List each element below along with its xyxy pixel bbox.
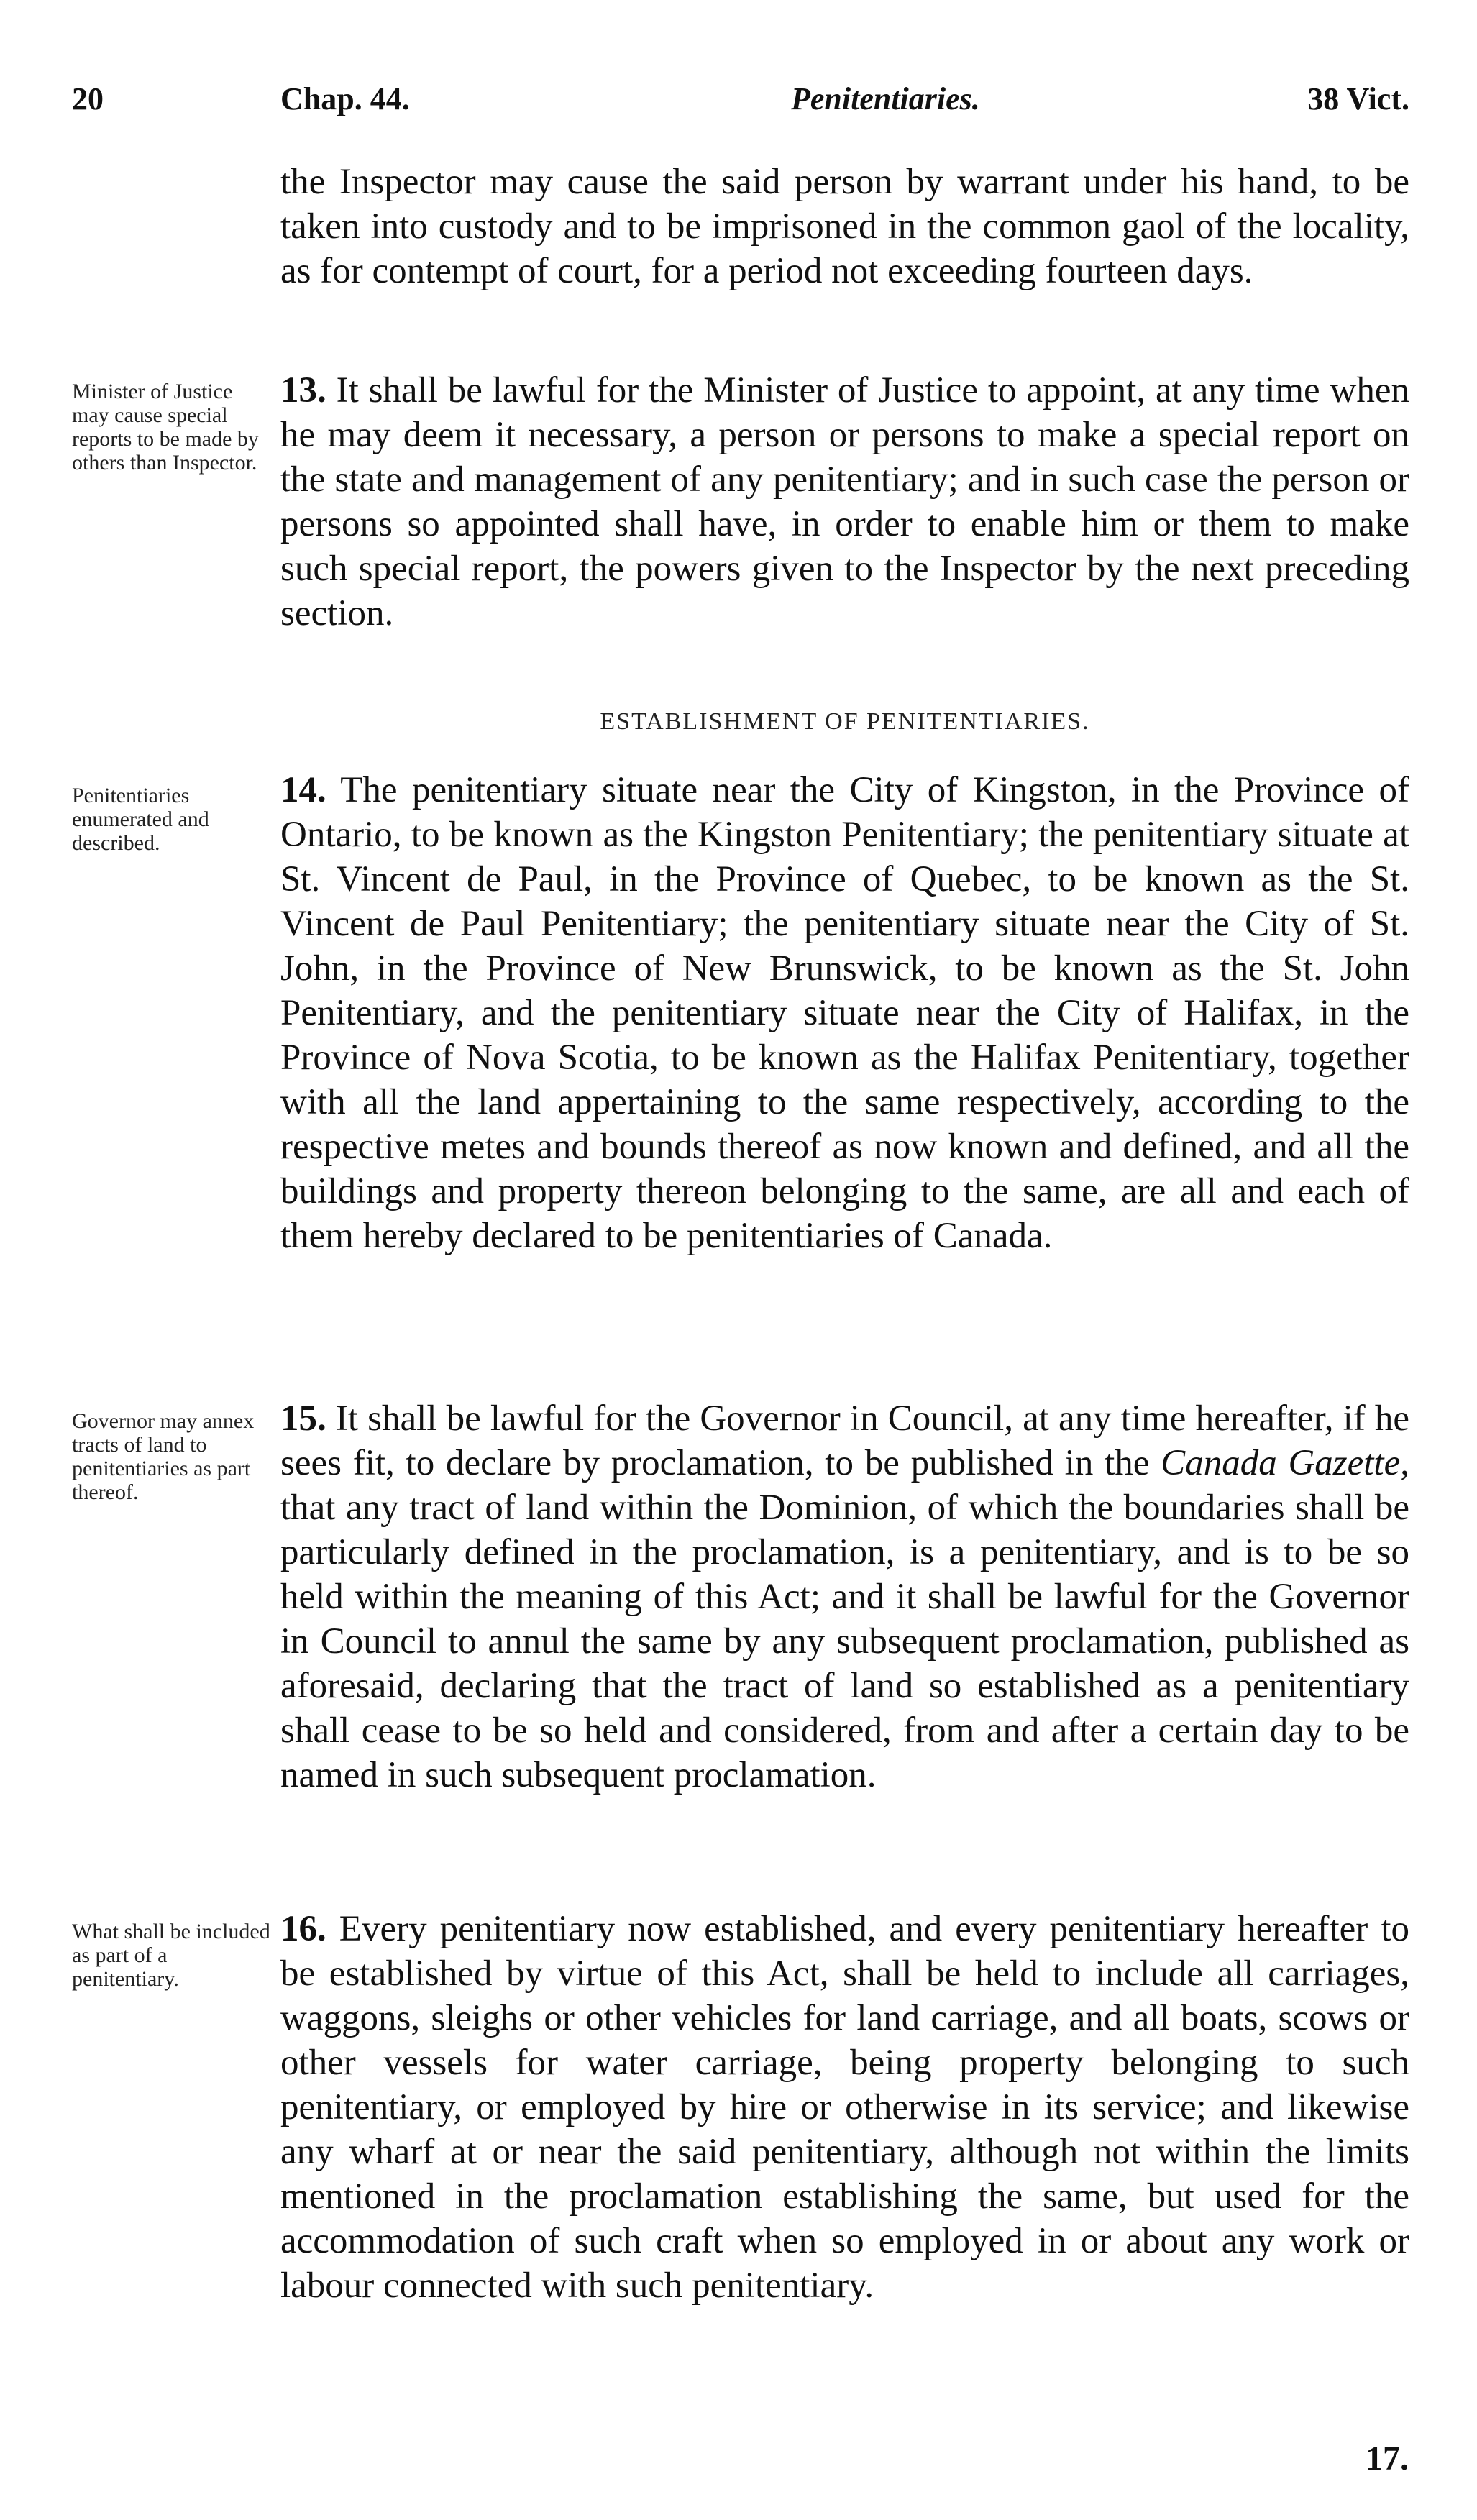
section-number: 15. (280, 1398, 326, 1439)
section-14 (280, 768, 1409, 1258)
running-title: Penitentiaries. (791, 81, 980, 116)
section-number: 14. (280, 770, 326, 810)
section-15 (280, 1396, 1409, 1797)
section-text-a: It shall be lawful for the Governor in Council, at any time hereafter, if he sees fit, to declare by proclamation, to be published in the (280, 1398, 1409, 1483)
section-text: It shall be lawful for the Minister of Justice to appoint, at any time when he may deem it necessary, a person or persons to make a special report on the state and management of any penitentiary; and in such case the person or persons so appointed shall have, in order to enable him or them to make such special report, the powers given to the Inspector by the next preceding section. (280, 370, 1409, 633)
page-number: 20 (72, 81, 104, 116)
margin-note-section-13: Minister of Justice may cause special reports to be made by others than Inspector. (72, 380, 259, 475)
regnal-year: 38 Vict. (1307, 81, 1409, 116)
section-text-b: , that any tract of land within the Dominion, of which the boundaries shall be particularly defined in the proclamation, is a penitentiary, and is to be so held within the meaning of this Act; and it shall be lawful for the Governor in Council to annul the same by any subsequent proclamation, published as aforesaid, declaring that the tract of land so established as a penitentiary shall cease to be so held and considered, from and after a certain day to be named in such subsequent proclamation. (280, 1443, 1409, 1795)
margin-note-section-15: Governor may annex tracts of land to penitentiaries as part thereof. (72, 1409, 255, 1504)
continuation-text: the Inspector may cause the said person by warrant under his hand, to be taken into custody and to be imprisoned in the common gaol of the locality, as for contempt of court, for a period not exceeding fourteen days. (280, 162, 1409, 291)
section-text: The penitentiary situate near the City of Kingston, in the Province of Ontario, to be known as the Kingston Penitentiary; the penitentiary situate at St. Vincent de Paul, in the Province of Quebec, to be known as the St. Vincent de Paul Penitentiary; the penitentiary situate near the City of St. John, in the Province of New Brunswick, to be known as the St. John Penitentiary, and the penitentiary situate near the City of Halifax, in the Province of Nova Scotia, to be known as the Halifax Penitentiary, together with all the land appertaining to the same respectively, according to the respective metes and bounds thereof as now known and defined, and all the buildings and property thereon belonging to the same, are all and each of them hereby declared to be penitentiaries of Canada. (280, 770, 1409, 1256)
section-13 (280, 368, 1409, 636)
section-number: 13. (280, 370, 326, 411)
section-number: 16. (280, 1909, 326, 1949)
catchword: 17. (1366, 2439, 1409, 2478)
section-16 (280, 1907, 1409, 2308)
chapter-label: Chap. 44. (280, 81, 410, 116)
running-header (72, 81, 1409, 138)
section-text: Every penitentiary now established, and every penitentiary hereafter to be established by virtue of this Act, shall be held to include all carriages, waggons, sleighs or other vehicles for land carriage, and all boats, scows or other vessels for water carriage, being property belonging to such penitentiary, or employed by hire or otherwise in its service; and likewise any wharf at or near the said penitentiary, although not within the limits mentioned in the proclamation establishing the same, but used for the accommodation of such craft when so employed in or about any work or labour connected with such penitentiary. (280, 1909, 1409, 2306)
continuation-paragraph (280, 160, 1409, 293)
margin-note-section-14: Penitentiaries enumerated and described. (72, 784, 209, 855)
gazette-title: Canada Gazette (1161, 1443, 1401, 1483)
margin-note-section-16: What shall be included as part of a penitentiary. (72, 1920, 270, 1991)
section-heading: ESTABLISHMENT OF PENITENTIARIES. (600, 708, 1090, 735)
